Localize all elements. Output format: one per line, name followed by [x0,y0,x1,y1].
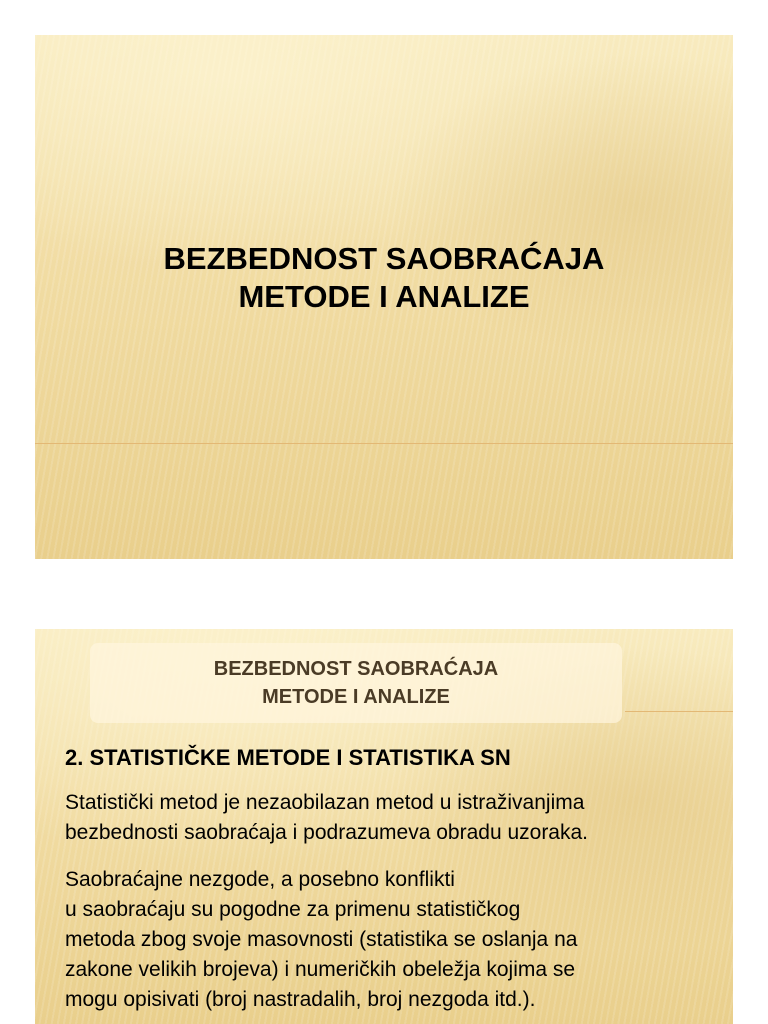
title-slide [35,35,733,559]
slide-header-line-2: METODE I ANALIZE [262,686,450,708]
paragraph-line: zakone velikih brojeva) i numeričkih obeležja kojima se [65,958,576,981]
slide-title [35,240,733,316]
section-heading: 2. STATISTIČKE METODE I STATISTIKA SN [65,745,511,770]
slide-header-line-1: BEZBEDNOST SAOBRAĆAJA [213,658,499,680]
paragraph-line: u saobraćaju su pogodne za primenu statističkog [65,898,521,921]
paragraph-line: metoda zbog svoje masovnosti (statistika se oslanja na [65,928,578,951]
content-slide [35,629,733,1024]
slide-title-line-2: METODE I ANALIZE [238,279,530,314]
slide-title-line-1: BEZBEDNOST SAOBRAĆAJA [163,241,605,276]
slide-header [90,655,622,711]
paragraph-line: bezbednosti saobraćaja i podrazumeva obradu uzoraka. [65,821,589,844]
accent-line [625,711,733,712]
paragraph-line: mogu opisivati (broj nastradalih, broj nezgoda itd.). [65,988,536,1011]
paragraph-line: Statistički metod je nezaobilazan metod u istraživanjima [65,791,585,814]
accent-line [35,443,733,444]
paragraph-line: Saobraćajne nezgode, a posebno konflikti [65,868,455,891]
paragraph-1 [65,788,715,848]
paragraph-2 [65,865,715,1015]
